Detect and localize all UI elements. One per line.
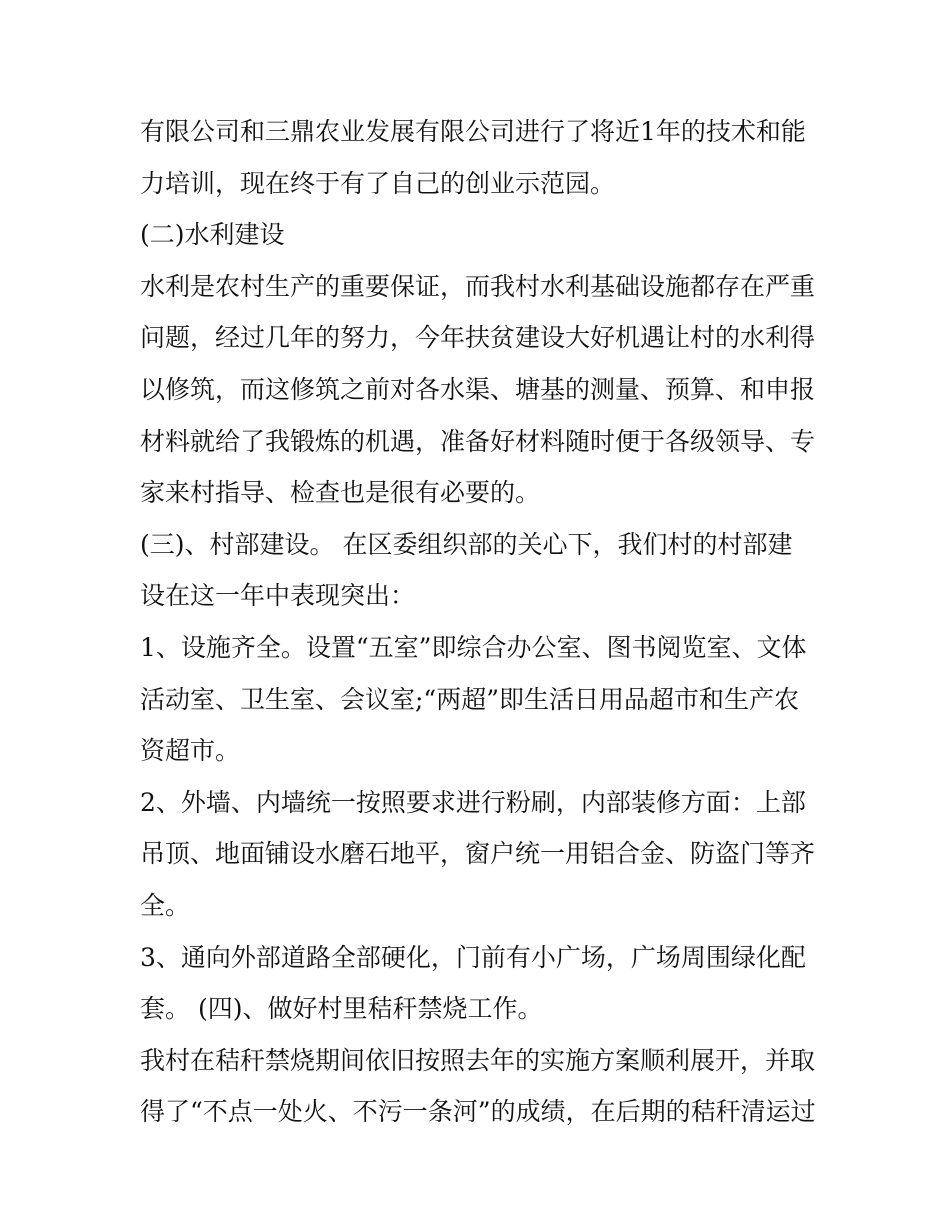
text-line: 设在这一年中表现突出： [140, 581, 416, 611]
text-line: 材料就给了我锻炼的机遇，准备好材料随时便于各级领导、专 [140, 426, 816, 456]
body-text [140, 106, 820, 1138]
text-line: 水利是农村生产的重要保证，而我村水利基础设施都存在严重 [140, 271, 816, 301]
section-heading-village-office: (三)、村部建设。 在区委组织部的关心下，我们村的村部建 [140, 529, 793, 559]
text-line: 以修筑，而这修筑之前对各水渠、塘基的测量、预算、和申报 [140, 374, 816, 404]
text-line: 套。 (四)、做好村里秸秆禁烧工作。 [140, 994, 543, 1024]
list-item-3: 3、通向外部道路全部硬化，门前有小广场，广场周围绿化配 [140, 942, 806, 972]
text-line: 得了“不点一处火、不污一条河”的成绩，在后期的秸秆清运过 [140, 1097, 816, 1127]
text-line: 活动室、卫生室、会议室;“两超”即生活日用品超市和生产农 [140, 684, 799, 714]
list-item-1: 1、设施齐全。设置“五室”即综合办公室、图书阅览室、文体 [140, 632, 807, 662]
text-line: 资超市。 [140, 736, 241, 766]
text-line: 有限公司和三鼎农业发展有限公司进行了将近1年的技术和能 [140, 117, 806, 146]
section-heading-water-conservancy: (二)水利建设 [140, 220, 285, 250]
list-item-2: 2、外墙、内墙统一按照要求进行粉刷，内部装修方面：上部 [140, 787, 806, 817]
text-line: 全。 [140, 890, 191, 920]
text-line: 问题，经过几年的努力，今年扶贫建设大好机遇让村的水利得 [140, 323, 816, 353]
text-line: 我村在秸秆禁烧期间依旧按照去年的实施方案顺利展开，并取 [140, 1045, 816, 1075]
text-line: 吊顶、地面铺设水磨石地平，窗户统一用铝合金、防盗门等齐 [140, 839, 816, 869]
text-line: 力培训，现在终于有了自己的创业示范园。 [140, 168, 616, 198]
text-line: 家来村指导、检查也是很有必要的。 [140, 478, 541, 508]
